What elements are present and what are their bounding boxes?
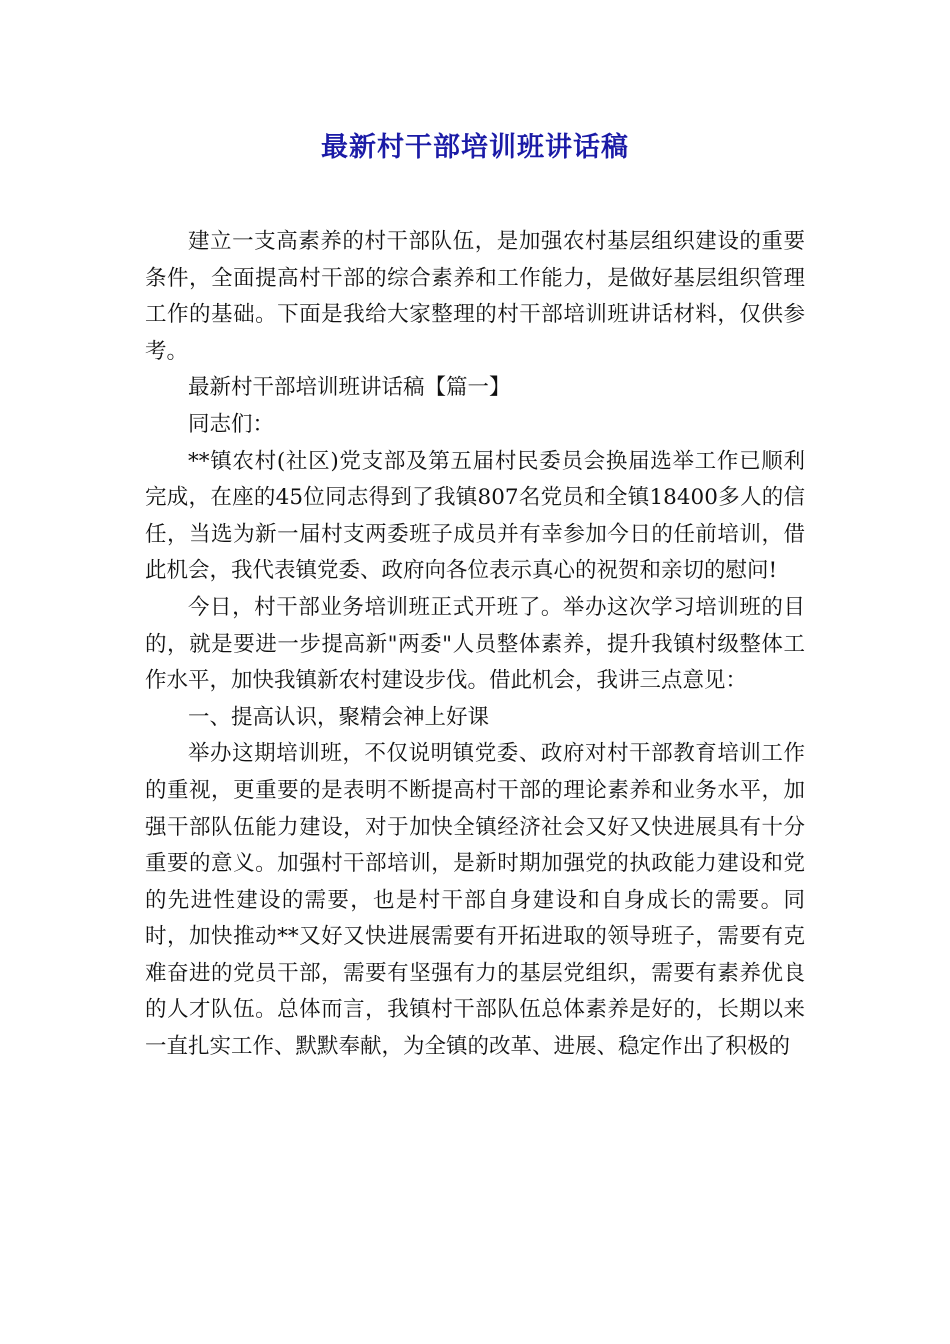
paragraph-intro: 建立一支高素养的村干部队伍，是加强农村基层组织建设的重要条件，全面提高村干部的综合素养和工作能力，是做好基层组织管理工作的基础。下面是我给大家整理的村干部培训班讲话材料，仅供参考。 [145, 229, 805, 364]
paragraph-election: **镇农村(社区)党支部及第五届村民委员会换届选举工作已顺利完成，在座的45位同志得到了我镇807名党员和全镇18400多人的信任，当选为新一届村支两委班子成员并有幸参加今日的任前培训，借此机会，我代表镇党委、政府向各位表示真心的祝贺和亲切的慰问! [145, 448, 805, 584]
document-title: 最新村干部培训班讲话稿 [321, 132, 629, 163]
paragraph-point-one-body: 举办这期培训班，不仅说明镇党委、政府对村干部教育培训工作的重视，更重要的是表明不断提高村干部的理论素养和业务水平，加强干部队伍能力建设，对于加快全镇经济社会又好又快进展具有十分重要的意义。加强村干部培训，是新时期加强党的执政能力建设和党的先进性建设的需要，也是村干部自身建设和自身成长的需要。同时，加快推动**又好又快进展需要有开拓进取的领导班子，需要有克难奋进的党员干部，需要有坚强有力的基层党组织，需要有素养优良的人才队伍。总体而言，我镇村干部队伍总体素养是好的，长期以来一直扎实工作、默默奉献，为全镇的改革、进展、稳定作出了积极的 [145, 741, 805, 1060]
paragraph-section-heading: 最新村干部培训班讲话稿【篇一】 [188, 375, 511, 401]
document-body [145, 224, 805, 1066]
paragraph-opening: 今日，村干部业务培训班正式开班了。举办这次学习培训班的目的，就是要进一步提高新"两委"人员整体素养，提升我镇村级整体工作水平，加快我镇新农村建设步伐。借此机会，我讲三点意见： [145, 594, 805, 694]
paragraph-salutation: 同志们： [188, 411, 275, 437]
paragraph-point-one-heading: 一、提高认识，聚精会神上好课 [188, 704, 490, 730]
